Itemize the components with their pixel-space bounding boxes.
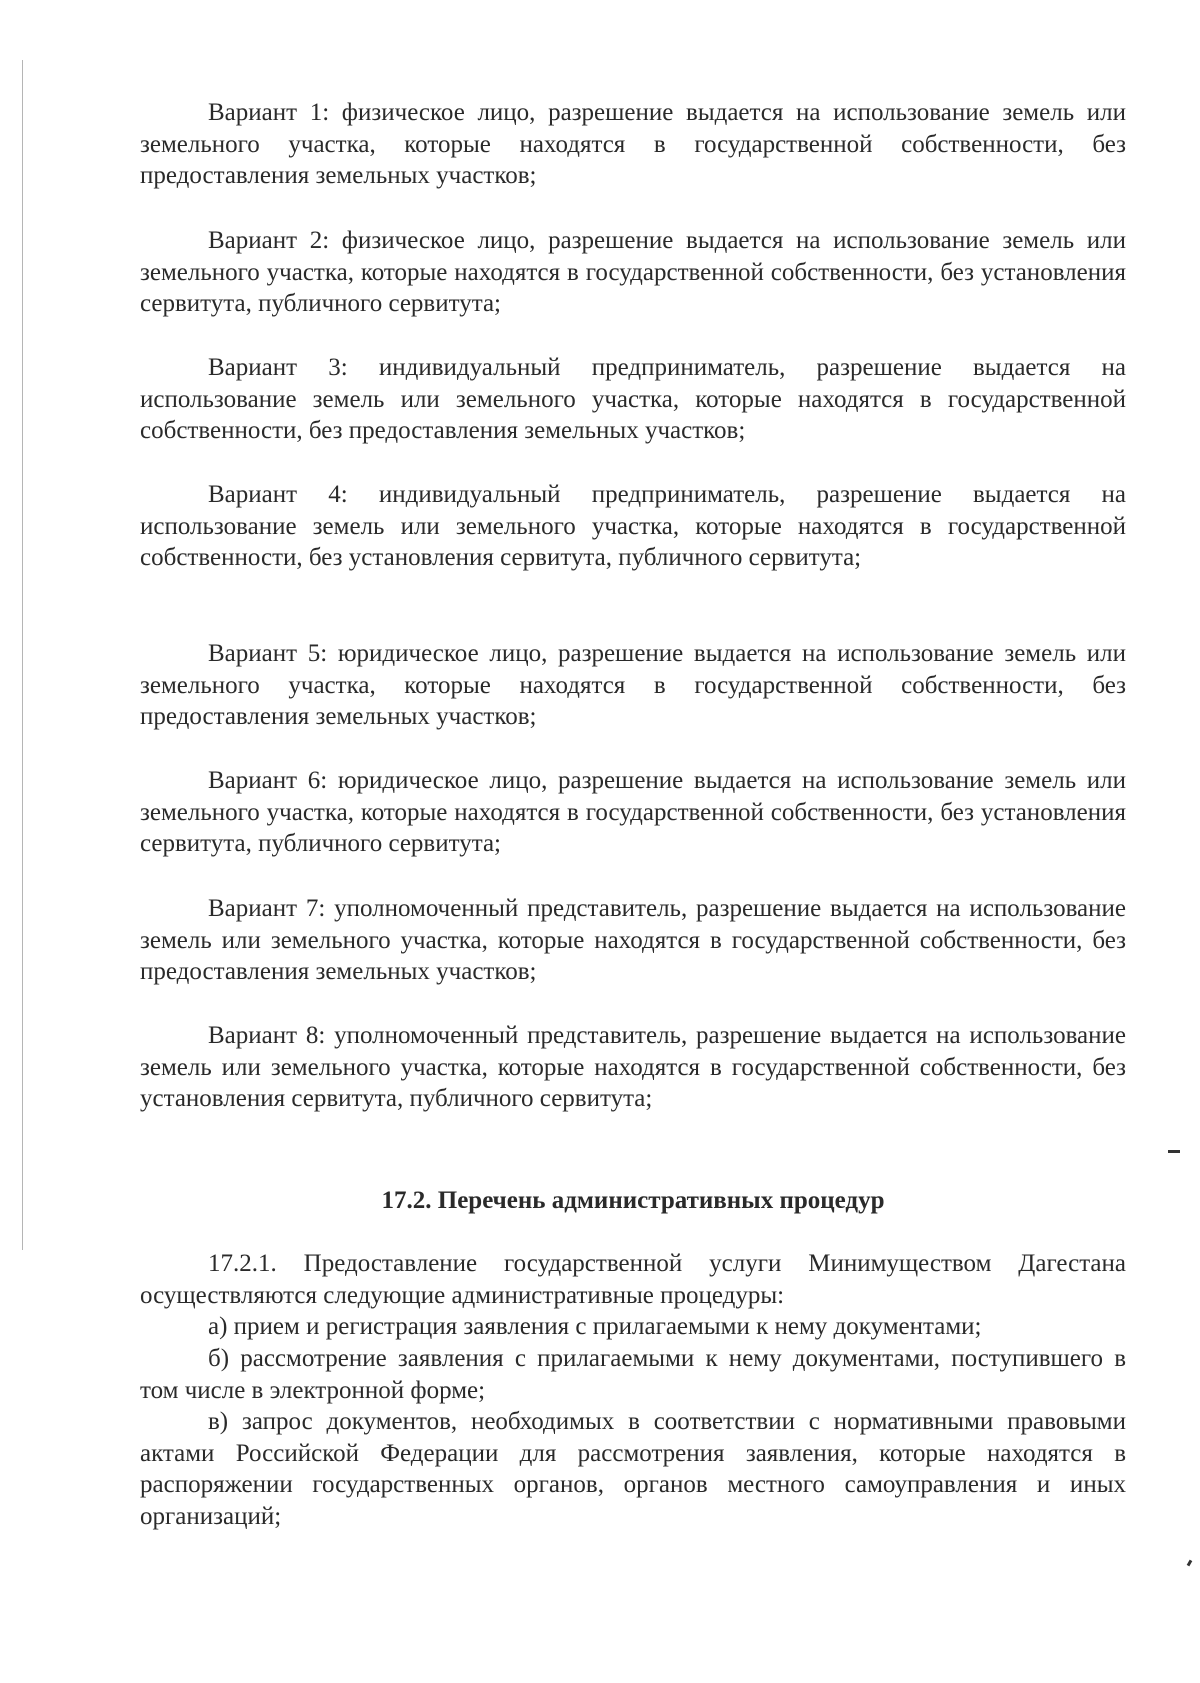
variant-5-paragraph: Вариант 5: юридическое лицо, разрешение выдается на использование земель или земельного участка, которые находятся в государственной собственности, без предоставления земельных участков; (140, 640, 1126, 730)
scan-artifact-mark (1168, 1150, 1180, 1153)
list-item-b: б) рассмотрение заявления с прилагаемыми к нему документами, поступившего в том числе в электронной форме; (140, 1345, 1126, 1404)
variant-2-paragraph: Вариант 2: физическое лицо, разрешение выдается на использование земель или земельного участка, которые находятся в государственной собственности, без установления сервитута, публичного сервитута; (140, 227, 1126, 317)
scan-artifact-mark (1187, 1560, 1193, 1567)
section-intro-paragraph: 17.2.1. Предоставление государственной услуги Минимуществом Дагестана осуществляются следующие административные процедуры: (140, 1250, 1126, 1309)
scan-margin-line (22, 60, 23, 1250)
list-item-a: а) прием и регистрация заявления с прилагаемыми к нему документами; (208, 1313, 982, 1340)
variant-8-paragraph: Вариант 8: уполномоченный представитель, разрешение выдается на использование земель или земельного участка, которые находятся в государственной собственности, без установления сервитута, публичного сервитута; (140, 1022, 1126, 1112)
section-heading: 17.2. Перечень административных процедур (381, 1187, 885, 1214)
variant-1-paragraph: Вариант 1: физическое лицо, разрешение выдается на использование земель или земельного участка, которые находятся в государственной собственности, без предоставления земельных участков; (140, 99, 1126, 189)
variant-6-paragraph: Вариант 6: юридическое лицо, разрешение выдается на использование земель или земельного участка, которые находятся в государственной собственности, без установления сервитута, публичного сервитута; (140, 767, 1126, 857)
variant-7-paragraph: Вариант 7: уполномоченный представитель, разрешение выдается на использование земель или земельного участка, которые находятся в государственной собственности, без предоставления земельных участков; (140, 895, 1126, 985)
list-item-v: в) запрос документов, необходимых в соответствии с нормативными правовыми актами Российской Федерации для рассмотрения заявления, которые находятся в распоряжении государственных органов, органов местного самоуправления и иных организаций; (140, 1408, 1126, 1530)
variant-4-paragraph: Вариант 4: индивидуальный предприниматель, разрешение выдается на использование земель или земельного участка, которые находятся в государственной собственности, без установления сервитута, публичного сервитута; (140, 481, 1126, 571)
variant-3-paragraph: Вариант 3: индивидуальный предприниматель, разрешение выдается на использование земель или земельного участка, которые находятся в государственной собственности, без предоставления земельных участков; (140, 354, 1126, 444)
